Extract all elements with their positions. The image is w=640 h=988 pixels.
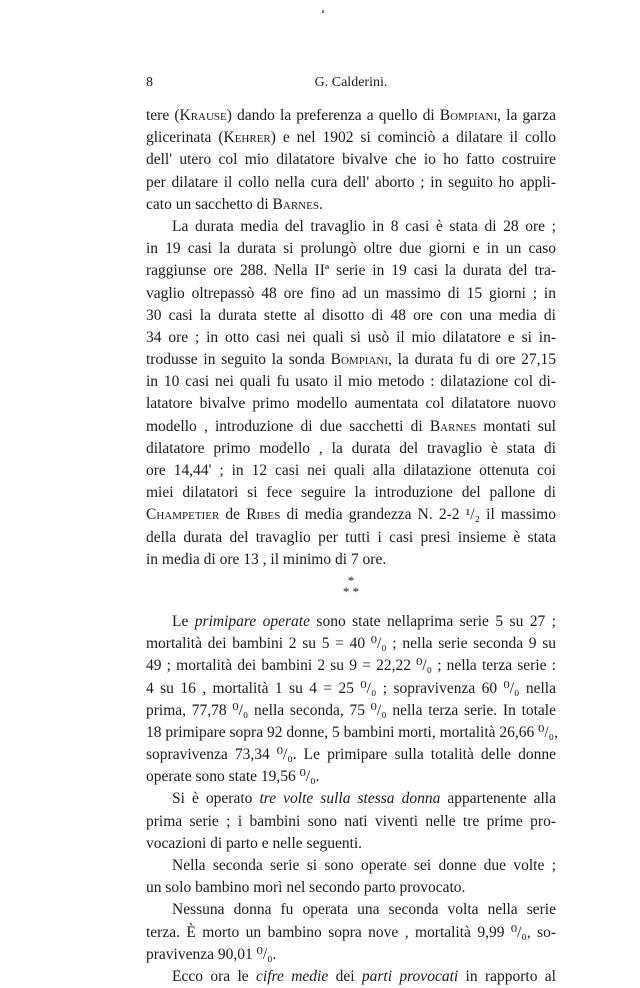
text-run: Nella seconda serie si sono operate sei donne due volte ; xyxy=(172,857,556,874)
paragraph xyxy=(146,611,556,789)
text-line xyxy=(146,393,556,415)
page-header xyxy=(146,75,556,95)
text-run: sono state nellaprima serie 5 su 27 ; xyxy=(309,612,556,630)
text-run: , la durata fu di ore 27,15 xyxy=(388,351,556,369)
name-smallcaps: Barnes xyxy=(272,195,319,213)
text-line xyxy=(146,504,556,526)
text-line xyxy=(146,149,556,171)
text-line xyxy=(146,633,556,655)
text-run: terza. È morto un bambino sopra nove , mortalità 9,99 ⁰/₀, so- xyxy=(146,923,556,941)
text-line xyxy=(146,899,556,921)
text-line xyxy=(146,611,556,633)
text-line xyxy=(146,549,556,571)
text-line xyxy=(146,833,556,855)
text-run: prima serie ; i bambini sono nati viventi nelle tre prime pro- xyxy=(146,812,556,830)
paragraph xyxy=(146,788,556,855)
text-run: raggiunse ore 288. Nella IIª serie in 19 casi la durata del tra- xyxy=(146,262,556,280)
text-run: dilatatore primo modello , la durata del travaglio è stata di xyxy=(146,439,556,457)
emphasis-italic: cifre medie xyxy=(256,967,329,985)
text-run: montati sul xyxy=(476,417,556,435)
text-run: . xyxy=(318,195,323,213)
text-run: 34 ore ; in otto casi nei quali si usò il mio dilatatore e si in- xyxy=(146,328,556,346)
print-speck xyxy=(322,10,324,13)
text-run: Si è operato xyxy=(172,790,260,808)
text-run: La durata media del travaglio in 8 casi è stata di 28 ore ; xyxy=(172,217,556,235)
asterism-top: * xyxy=(347,572,355,588)
text-line xyxy=(146,127,556,149)
text-line xyxy=(146,416,556,438)
text-line xyxy=(146,216,556,238)
text-line xyxy=(146,482,556,504)
paragraph xyxy=(146,105,556,216)
text-line xyxy=(146,238,556,260)
text-run: modello , introduzione di due sacchetti di xyxy=(146,417,430,435)
text-run: operate sono state 19,56 ⁰/₀. xyxy=(146,768,320,786)
text-line xyxy=(146,655,556,677)
text-line xyxy=(146,744,556,766)
text-run: un solo bambino morì nel secondo parto provocato. xyxy=(146,879,466,897)
text-run: sopravivenza 73,34 ⁰/₀. Le primipare sulla totalità delle donne xyxy=(146,746,556,764)
running-title: G. Calderini. xyxy=(314,75,388,90)
text-line xyxy=(146,194,556,216)
text-line xyxy=(146,855,556,877)
text-run: 30 casi la durata stette al disotto di 48 ore con una media di xyxy=(146,306,556,324)
text-run: prima, 77,78 ⁰/₀ nella seconda, 75 ⁰/₀ nella terza serie. In totale xyxy=(146,701,556,719)
paragraph xyxy=(146,899,556,966)
text-line xyxy=(146,327,556,349)
name-smallcaps: Bompiani xyxy=(439,107,498,124)
text-run: mortalità dei bambini 2 su 5 = 40 ⁰/₀ ; nella serie seconda 9 su xyxy=(146,635,556,653)
text-line xyxy=(146,766,556,788)
text-run: pravivenza 90,01 ⁰/₀. xyxy=(146,945,277,963)
text-run: cato un sacchetto di xyxy=(146,195,273,213)
paragraph xyxy=(146,966,556,988)
paragraph xyxy=(146,855,556,899)
text-run: per dilatare il collo nella cura dell' aborto ; in seguito ho appli- xyxy=(146,173,556,191)
text-line xyxy=(146,700,556,722)
name-smallcaps: Champetier xyxy=(146,506,220,524)
text-run: vaglio oltrepassò 48 ore fino ad un massimo di 15 giorni ; in xyxy=(146,284,556,302)
text-run: ) dando la preferenza a quello di xyxy=(226,107,440,124)
name-smallcaps: Bompiani xyxy=(330,351,389,369)
text-run: Le xyxy=(172,612,195,630)
text-run: 4 su 16 , mortalità 1 su 4 = 25 ⁰/₀ ; sopravivenza 60 ⁰/₀ nella xyxy=(146,679,556,697)
text-run: trodusse in seguito la sonda xyxy=(146,351,331,369)
text-run: de xyxy=(219,506,247,524)
section-separator xyxy=(146,572,556,605)
text-line xyxy=(146,944,556,966)
name-smallcaps: Ribes xyxy=(246,506,281,524)
text-line xyxy=(146,105,556,127)
text-line xyxy=(146,922,556,944)
text-run: 49 ; mortalità dei bambini 2 su 9 = 22,22 ⁰/₀ ; nella terza serie : xyxy=(146,657,556,675)
text-line xyxy=(146,260,556,282)
text-line xyxy=(146,527,556,549)
text-line xyxy=(146,877,556,899)
paragraph xyxy=(146,216,556,571)
emphasis-italic: primipare operate xyxy=(194,612,310,630)
text-line xyxy=(146,305,556,327)
text-run: 18 primipare sopra 92 donne, 5 bambini morti, mortalità 26,66 ⁰/₀, xyxy=(146,723,558,741)
emphasis-italic: parti provocati xyxy=(361,967,459,985)
text-run: in rapporto al xyxy=(458,967,556,985)
page-number: 8 xyxy=(146,75,153,90)
name-smallcaps: Krause xyxy=(179,107,227,124)
text-line xyxy=(146,349,556,371)
text-run: ore 14,44' ; in 12 casi nei quali alla dilatazione ottenuta coi xyxy=(146,462,556,479)
text-line xyxy=(146,678,556,700)
text-line xyxy=(146,371,556,393)
emphasis-italic: tre volte sulla stessa donna xyxy=(259,790,441,808)
text-run: in 19 casi la durata si prolungò oltre due giorni e in un caso xyxy=(146,240,556,258)
text-run: della durata del travaglio per tutti i casi presi insieme è stata xyxy=(146,528,556,546)
text-line xyxy=(146,283,556,305)
text-run: in 10 casi nei quali fu usato il mio metodo : dilatazione col di- xyxy=(146,373,556,391)
asterism-bottom: * * xyxy=(342,583,360,599)
text-line xyxy=(146,172,556,194)
text-run: in media di ore 13 , il minimo di 7 ore. xyxy=(146,550,387,568)
text-run: miei dilatatori si fece seguire la introduzione del pallone di xyxy=(146,484,556,502)
text-run: dei xyxy=(328,967,362,985)
text-line xyxy=(146,722,556,744)
text-run: Ecco ora le xyxy=(172,967,257,985)
text-run: dell' utero col mio dilatatore bivalve che io ho fatto costruire xyxy=(146,151,556,169)
text-run: , la garza xyxy=(497,107,556,124)
text-line xyxy=(146,438,556,460)
name-smallcaps: Barnes xyxy=(429,417,477,435)
name-smallcaps: Kehrer xyxy=(223,129,271,147)
text-run: di media grandezza N. 2-2 ¹/₂ il massimo xyxy=(280,506,556,524)
text-line xyxy=(146,966,556,988)
text-run: glicerinata ( xyxy=(146,129,224,147)
text-line xyxy=(146,788,556,810)
text-run: ) e nel 1902 si cominciò a dilatare il collo xyxy=(270,129,556,147)
text-line xyxy=(146,811,556,833)
text-run: latatore bivalve primo modello aumentata col dilatatore nuovo xyxy=(146,395,556,413)
text-run: vocazioni di parto e nelle seguenti. xyxy=(146,834,363,852)
text-line xyxy=(146,460,556,482)
body-text xyxy=(146,105,556,988)
text-run: Nessuna donna fu operata una seconda volta nella serie xyxy=(172,901,556,919)
text-run: appartenente alla xyxy=(440,790,556,808)
text-run: tere ( xyxy=(146,107,180,124)
